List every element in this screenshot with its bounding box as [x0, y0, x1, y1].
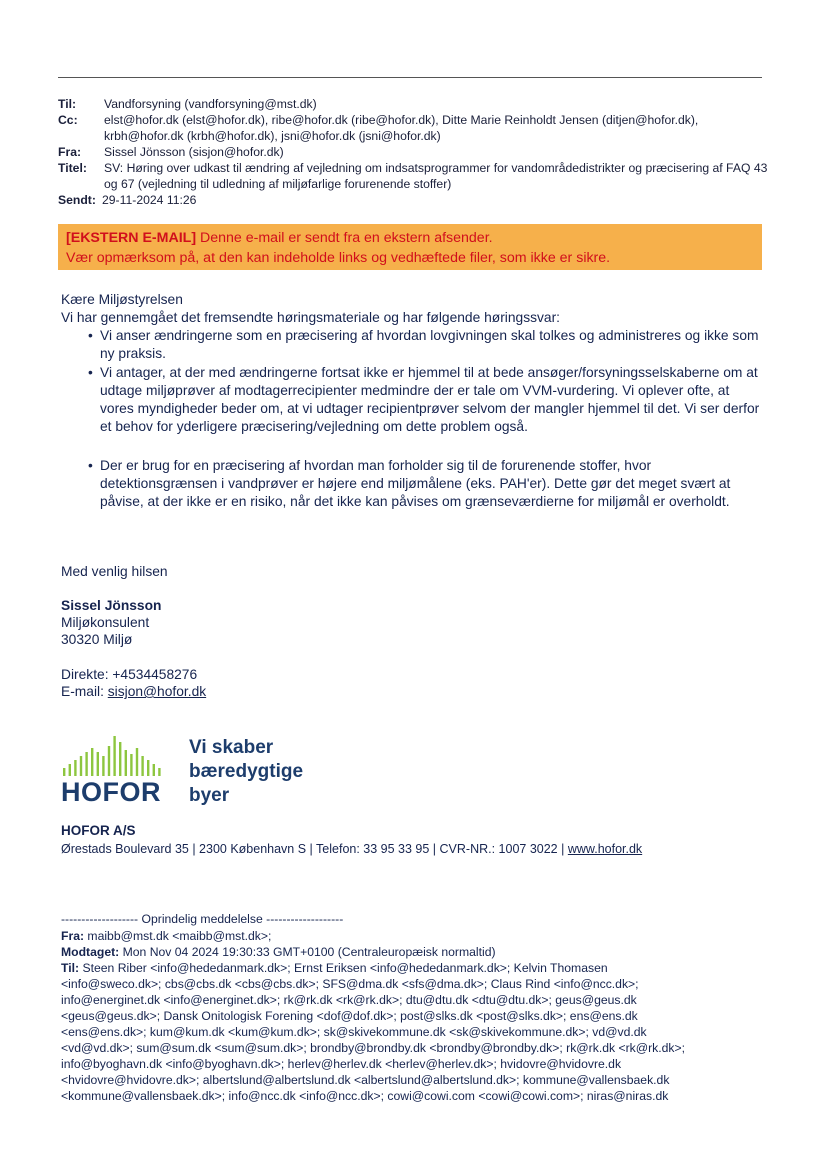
original-til-row	[61, 961, 608, 975]
original-modtaget-value: Mon Nov 04 2024 19:30:33 GMT+0100 (Centraleuropæisk normaltid)	[122, 945, 496, 959]
logo-bar	[80, 756, 82, 776]
closing: Med venlig hilsen	[61, 564, 168, 579]
logo-bar	[63, 768, 65, 776]
company-website-link[interactable]: www.hofor.dk	[567, 842, 643, 856]
slogan-line-2: bæredygtige	[189, 761, 304, 782]
original-til-line: <geus@geus.dk>; Dansk Onitologisk Forening <dof@dof.dk>; post@slks.dk <post@slks.dk>; ens@ens.dk	[61, 1009, 638, 1023]
cc-value: elst@hofor.dk (elst@hofor.dk), ribe@hofor.dk (ribe@hofor.dk), Ditte Marie Reinholdt Jensen (ditjen@hofor.dk), krbh@hofor.dk (krbh@hofor.dk), jsni@hofor.dk (jsni@hofor.dk)	[104, 113, 699, 143]
header-fra-row	[58, 145, 768, 161]
original-til-line: <info@sweco.dk>; cbs@cbs.dk <cbs@cbs.dk>; SFS@dma.dk <sfs@dma.dk>; Claus Rind <info@ncc.dk>;	[61, 977, 639, 991]
logo-bar	[108, 746, 110, 776]
fra-value: Sissel Jönsson (sisjon@hofor.dk)	[104, 145, 284, 159]
original-modtaget-row	[61, 945, 496, 959]
bullet-dot-icon: •	[88, 458, 93, 473]
original-til-line: <ens@ens.dk>; kum@kum.dk <kum@kum.dk>; sk@skivekommune.dk <sk@skivekommune.dk>; vd@vd.dk	[61, 1025, 647, 1039]
titel-value: SV: Høring over udkast til ændring af vejledning om indsatsprogrammer for vandområdedistrikter og præcisering af FAQ 43 og 67 (vejledning til udledning af miljøfarlige forurenende stoffer)	[104, 161, 768, 191]
original-separator: ------------------- Oprindelig meddelelse -------------------	[61, 912, 344, 926]
logo-bar	[91, 748, 93, 776]
company-name: HOFOR A/S	[61, 823, 136, 838]
logo-bar	[102, 756, 104, 776]
original-til-line: info@byoghavn.dk <info@byoghavn.dk>; herlev@herlev.dk <herlev@herlev.dk>; hvidovre@hvidovre.dk	[61, 1057, 622, 1071]
logo-bar	[158, 768, 160, 776]
original-til-label: Til:	[61, 961, 80, 975]
bullet-text: Der er brug for en præcisering af hvordan man forholder sig til de forurenende stoffer, hvor detektionsgrænsen i vandprøver er højere end miljømålene (eks. PAH'er). Dette gør det meget svært at påvise, at der ikke er en risiko, når det ikke kan påvises om grænseværdierne for miljømål er overholdt.	[100, 458, 731, 509]
bullet-dot-icon: •	[88, 365, 93, 380]
til-label: Til:	[58, 97, 77, 111]
header-titel-row	[58, 161, 768, 193]
banner-line-1	[66, 230, 493, 246]
company-address-row	[61, 842, 642, 856]
logo-bar	[97, 752, 99, 776]
logo-bar	[74, 760, 76, 776]
original-til-line: <hvidovre@hvidovre.dk>; albertslund@albertslund.dk <albertslund@albertslund.dk>; kommune@vallensbaek.dk	[61, 1073, 670, 1087]
bullet-text: Vi antager, at der med ændringerne fortsat ikke er hjemmel til at bede ansøger/forsyningsselskaberne om at udtage miljøprøver af modtagerrecipienter medmindre der er tale om VVM-vurdering. Vi oplever ofte, at vores myndigheder beder om, at vi udtager recipientprøver selvom der mangler hjemmel til det. Vi ser derfor et behov for yderligere præcisering/vejledning om dette problem også.	[100, 365, 760, 434]
hofor-wordmark: HOFOR	[61, 777, 161, 807]
original-fra-label: Fra:	[61, 929, 85, 943]
intro-text: Vi har gennemgået det fremsendte høringsmateriale og har følgende høringssvar:	[61, 310, 560, 325]
banner-line1-text: Denne e-mail er sendt fra en ekstern afsender.	[200, 230, 493, 246]
til-value: Vandforsyning (vandforsyning@mst.dk)	[104, 97, 317, 111]
logo-bar	[113, 736, 115, 776]
original-til-line: Steen Riber <info@hededanmark.dk>; Ernst Eriksen <info@hededanmark.dk>; Kelvin Thomasen	[82, 961, 608, 975]
bullet-text: Vi anser ændringerne som en præcisering af hvordan lovgivningen skal tolkes og administreres og ikke som ny praksis.	[100, 328, 759, 361]
top-rule	[58, 77, 762, 78]
header-til-row	[58, 97, 768, 113]
company-address: Ørestads Boulevard 35 | 2300 København S | Telefon: 33 95 33 95 | CVR-NR.: 1007 3022 |	[61, 842, 568, 856]
external-email-banner	[58, 224, 762, 270]
logo-bar	[119, 742, 121, 776]
greeting: Kære Miljøstyrelsen	[61, 292, 183, 307]
fra-label: Fra:	[58, 145, 82, 159]
logo-bar	[141, 756, 143, 776]
logo-bar	[130, 754, 132, 776]
email-row	[61, 684, 206, 699]
logo-bar	[153, 764, 155, 776]
logo-bar	[136, 748, 138, 776]
slogan-line-3: byer	[189, 785, 230, 806]
header-sendt-row	[58, 193, 768, 209]
direct-phone: Direkte: +4534458276	[61, 667, 198, 682]
logo-bar	[69, 764, 71, 776]
slogan-line-1: Vi skaber	[189, 737, 274, 758]
banner-tag: [EKSTERN E-MAIL]	[66, 230, 197, 246]
cc-label: Cc:	[58, 113, 78, 127]
original-fra-value: maibb@mst.dk <maibb@mst.dk>;	[87, 929, 272, 943]
email-link[interactable]: sisjon@hofor.dk	[107, 684, 207, 699]
sendt-value: 29-11-2024 11:26	[102, 193, 197, 207]
logo-bar	[147, 760, 149, 776]
original-til-line: <vd@vd.dk>; sum@sum.dk <sum@sum.dk>; brondby@brondby.dk <brondby@brondby.dk>; rk@rk.dk <rk@rk.dk>;	[61, 1041, 686, 1055]
sendt-label: Sendt:	[58, 193, 96, 207]
original-til-line: <kommune@vallensbaek.dk>; info@ncc.dk <info@ncc.dk>; cowi@cowi.com <cowi@cowi.com>; niras@niras.dk	[61, 1089, 669, 1103]
original-til-line: info@energinet.dk <info@energinet.dk>; rk@rk.dk <rk@rk.dk>; dtu@dtu.dk <dtu@dtu.dk>; geus@geus.dk	[61, 993, 637, 1007]
header-cc-row	[58, 113, 768, 145]
banner-line-2: Vær opmærksom på, at den kan indeholde links og vedhæftede filer, som ikke er sikre.	[66, 250, 611, 266]
bullet-dot-icon: •	[88, 328, 93, 343]
sender-title: Miljøkonsulent	[61, 615, 150, 630]
hofor-bars-logo-icon	[61, 736, 165, 776]
logo-bar	[85, 752, 87, 776]
titel-label: Titel:	[58, 161, 87, 175]
logo-bar	[125, 750, 127, 776]
sender-name: Sissel Jönsson	[61, 598, 162, 613]
original-modtaget-label: Modtaget:	[61, 945, 120, 959]
email-label: E-mail:	[61, 684, 108, 699]
original-fra-row	[61, 929, 271, 943]
sender-department: 30320 Miljø	[61, 632, 133, 647]
